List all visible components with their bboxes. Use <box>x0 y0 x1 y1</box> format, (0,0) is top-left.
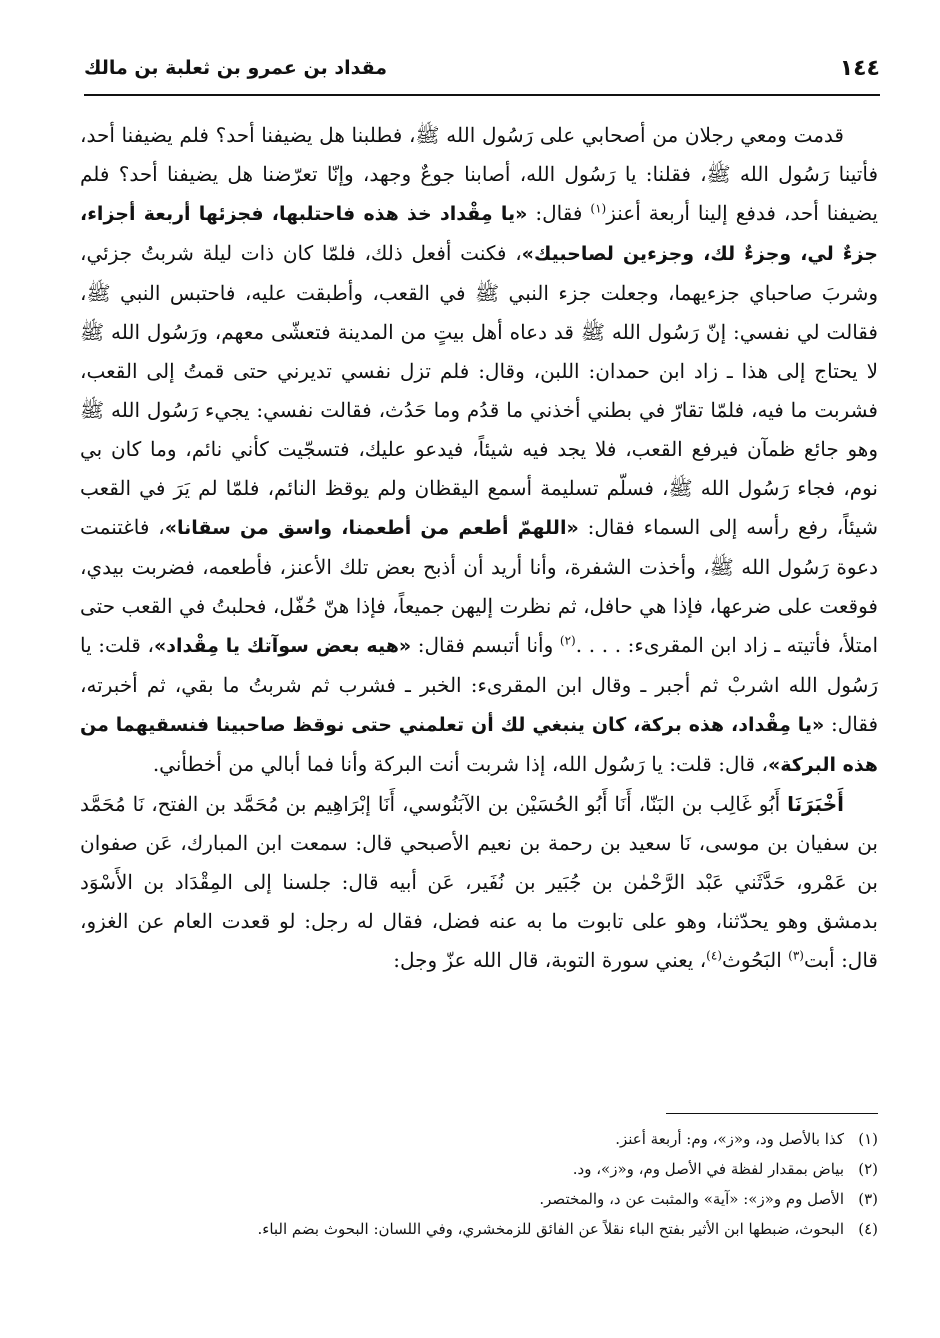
hadith-quote: «يا مِقْداد، هذه بركة، كان ينبغي لك أن تعلمني حتى نوقظ صاحبينا فنسقيهما من هذه البركة» <box>80 714 878 776</box>
isnad-lead: أَخْبَرَنَا <box>787 792 844 816</box>
footnote-text: البحوث، ضبطها ابن الأثير بفتح الباء نقلاً عن الفائق للزمخشري، وفي اللسان: البحوث بضم الباء. <box>257 1220 844 1238</box>
footnote-ref-1: (١) <box>590 201 607 216</box>
footnote-4 <box>80 1214 878 1244</box>
header-rule <box>84 94 880 96</box>
hadith-quote: «اللهمّ أطعم من أطعمنا، واسق من سقانا» <box>164 517 579 539</box>
footnote-number: (٣) <box>858 1190 878 1208</box>
page-number: ١٤٤ <box>839 55 880 81</box>
footnote-ref-4: (٤) <box>706 948 722 963</box>
running-title: مقداد بن عمرو بن ثعلبة بن مالك <box>84 57 388 79</box>
footnote-text: بياض بمقدار لفظة في الأصل وم، و«ز»، ود. <box>572 1160 844 1178</box>
footnote-text: كذا بالأصل ود، و«ز»، وم: أربعة أعنز. <box>615 1130 844 1148</box>
footnote-ref-2: (٢) <box>559 633 576 648</box>
footnote-rule <box>666 1113 878 1114</box>
footnote-number: (٢) <box>858 1160 878 1178</box>
footnotes <box>80 1124 878 1244</box>
paragraph-1: قدمت ومعي رجلان من أصحابي على رَسُول الله ﷺ، فطلبنا هل يضيفنا أحد؟ فلم يضيفنا أحد، فأتينا رَسُول الله ﷺ، فقلنا: يا رَسُول الله، أصابنا جوعٌ وجهد، وإنّا تعرّضنا هل يضيفنا أحد؟ فلم يضيفنا أحد، فدفع إلينا أربعة أعنز$^{(١)}$ فقال: «يا مِقْداد خذ هذه فاحتلبها، فجزئها أربعة أجزاء، جزءٌ لي، وجزءٌ لك، وجزءين لصاحبيك»، فكنت أفعل ذلك، فلمّا كان ذات ليلة شربتُ جزئي، وشربَ صاحباي جزءيهما، وجعلت جزء النبي ﷺ في القعب، وأطبقت عليه، فاحتبس النبي ﷺ، فقالت لي نفسي: إنّ رَسُول الله ﷺ قد دعاه أهل بيتٍ من المدينة فتعشّى معهم، ورَسُول الله ﷺ لا يحتاج إلى هذا ـ زاد ابن حمدان: اللبن، وقال: فلم تزل نفسي تديرني حتى قمتُ إلى القعب، فشربت ما فيه، فلمّا تقارّ في بطني أخذني ما قدُم وما حَدُث، فقالت نفسي: يجيء رَسُول الله ﷺ وهو جائع ظمآن فيرفع القعب، فلا يجد فيه شيئاً، فيدعو عليك، فتسجّيت كأني نائم، وما كان بي نوم، فجاء رَسُول الله ﷺ، فسلّم تسليمة أسمع اليقظان ولم يوقظ النائم، فلمّا لم يَرَ في القعب شيئاً، رفع رأسه إلى السماء فقال: «اللهمّ أطعم من أطعمنا، واسق من سقانا»، فاغتنمت دعوة رَسُول الله ﷺ، وأخذت الشفرة، وأنا أريد أن أذبح بعض تلك الأعنز، فأطعمه، فضربت بيدي، فوقعت على ضرعها، فإذا هي حافل، ثم نظرت إليهن جميعاً، فإذا هنّ حُفّل، فحلبتُ في القعب حتى امتلأ، فأتيته ـ زاد ابن المقرىء: . . . .$^{(٢)}$ وأنا أتبسم فقال: «هيه بعض سوآتك يا مِقْداد»، قلت: يا رَسُول الله اشربْ ثم أجبر ـ وقال ابن المقرىء: الخبر ـ فشرب ثم شربتُ ما بقي، ثم أخبرته، فقال: «يا مِقْداد، هذه بركة، كان ينبغي لك أن تعلمني حتى نوقظ صاحبينا فنسقيهما من هذه البركة»، قال: قلت: يا رَسُول الله، إذا شربت أنت البركة وأنا فما أبالي من أخطأني. <box>80 123 879 776</box>
footnote-1 <box>80 1124 878 1154</box>
paragraph-2: أَخْبَرَنَا أَبُو غَالِب بن البَنّا، أَنَا أَبُو الحُسَيْن بن الآبَنُوسي، أَنَا إبْرَاهِيم بن مُحَمَّد بن الفتح، نَا مُحَمَّد بن سفيان بن موسى، نَا سعيد بن رحمة بن نعيم الأصبحي قال: سمعت ابن المبارك، عَن صفوان بن عَمْرو، حَدَّثَني عَبْد الرَّحْمٰن بن جُبَير بن نُفَير، عَن أبيه قال: جلسنا إلى المِقْدَاد بن الأَسْوَد بدمشق وهو يحدّثنا، وهو على تابوت ما به عنه فضل، فقال له رجل: لو قعدت العام عن الغزو، قال: أبت$^{(٣)}$ البَحُوث$^{(٤)}$، يعني سورة التوبة، قال الله عزّ وجل: <box>80 792 878 972</box>
footnote-text: الأصل وم و«ز»: «آية» والمثبت عن د، والمختصر. <box>539 1190 844 1208</box>
footnote-3 <box>80 1184 878 1214</box>
footnote-number: (١) <box>858 1130 878 1148</box>
main-text <box>80 116 878 980</box>
running-head <box>84 48 880 88</box>
hadith-quote: «هيه بعض سوآتك يا مِقْداد» <box>153 635 412 657</box>
footnote-ref-3: (٣) <box>788 948 804 963</box>
footnote-2 <box>80 1154 878 1184</box>
hadith-quote: «يا مِقْداد خذ هذه فاحتلبها، فجزئها أربعة أجزاء، جزءٌ لي، وجزءٌ لك، وجزءين لصاحبيك» <box>80 203 878 265</box>
footnote-number: (٤) <box>858 1220 878 1238</box>
